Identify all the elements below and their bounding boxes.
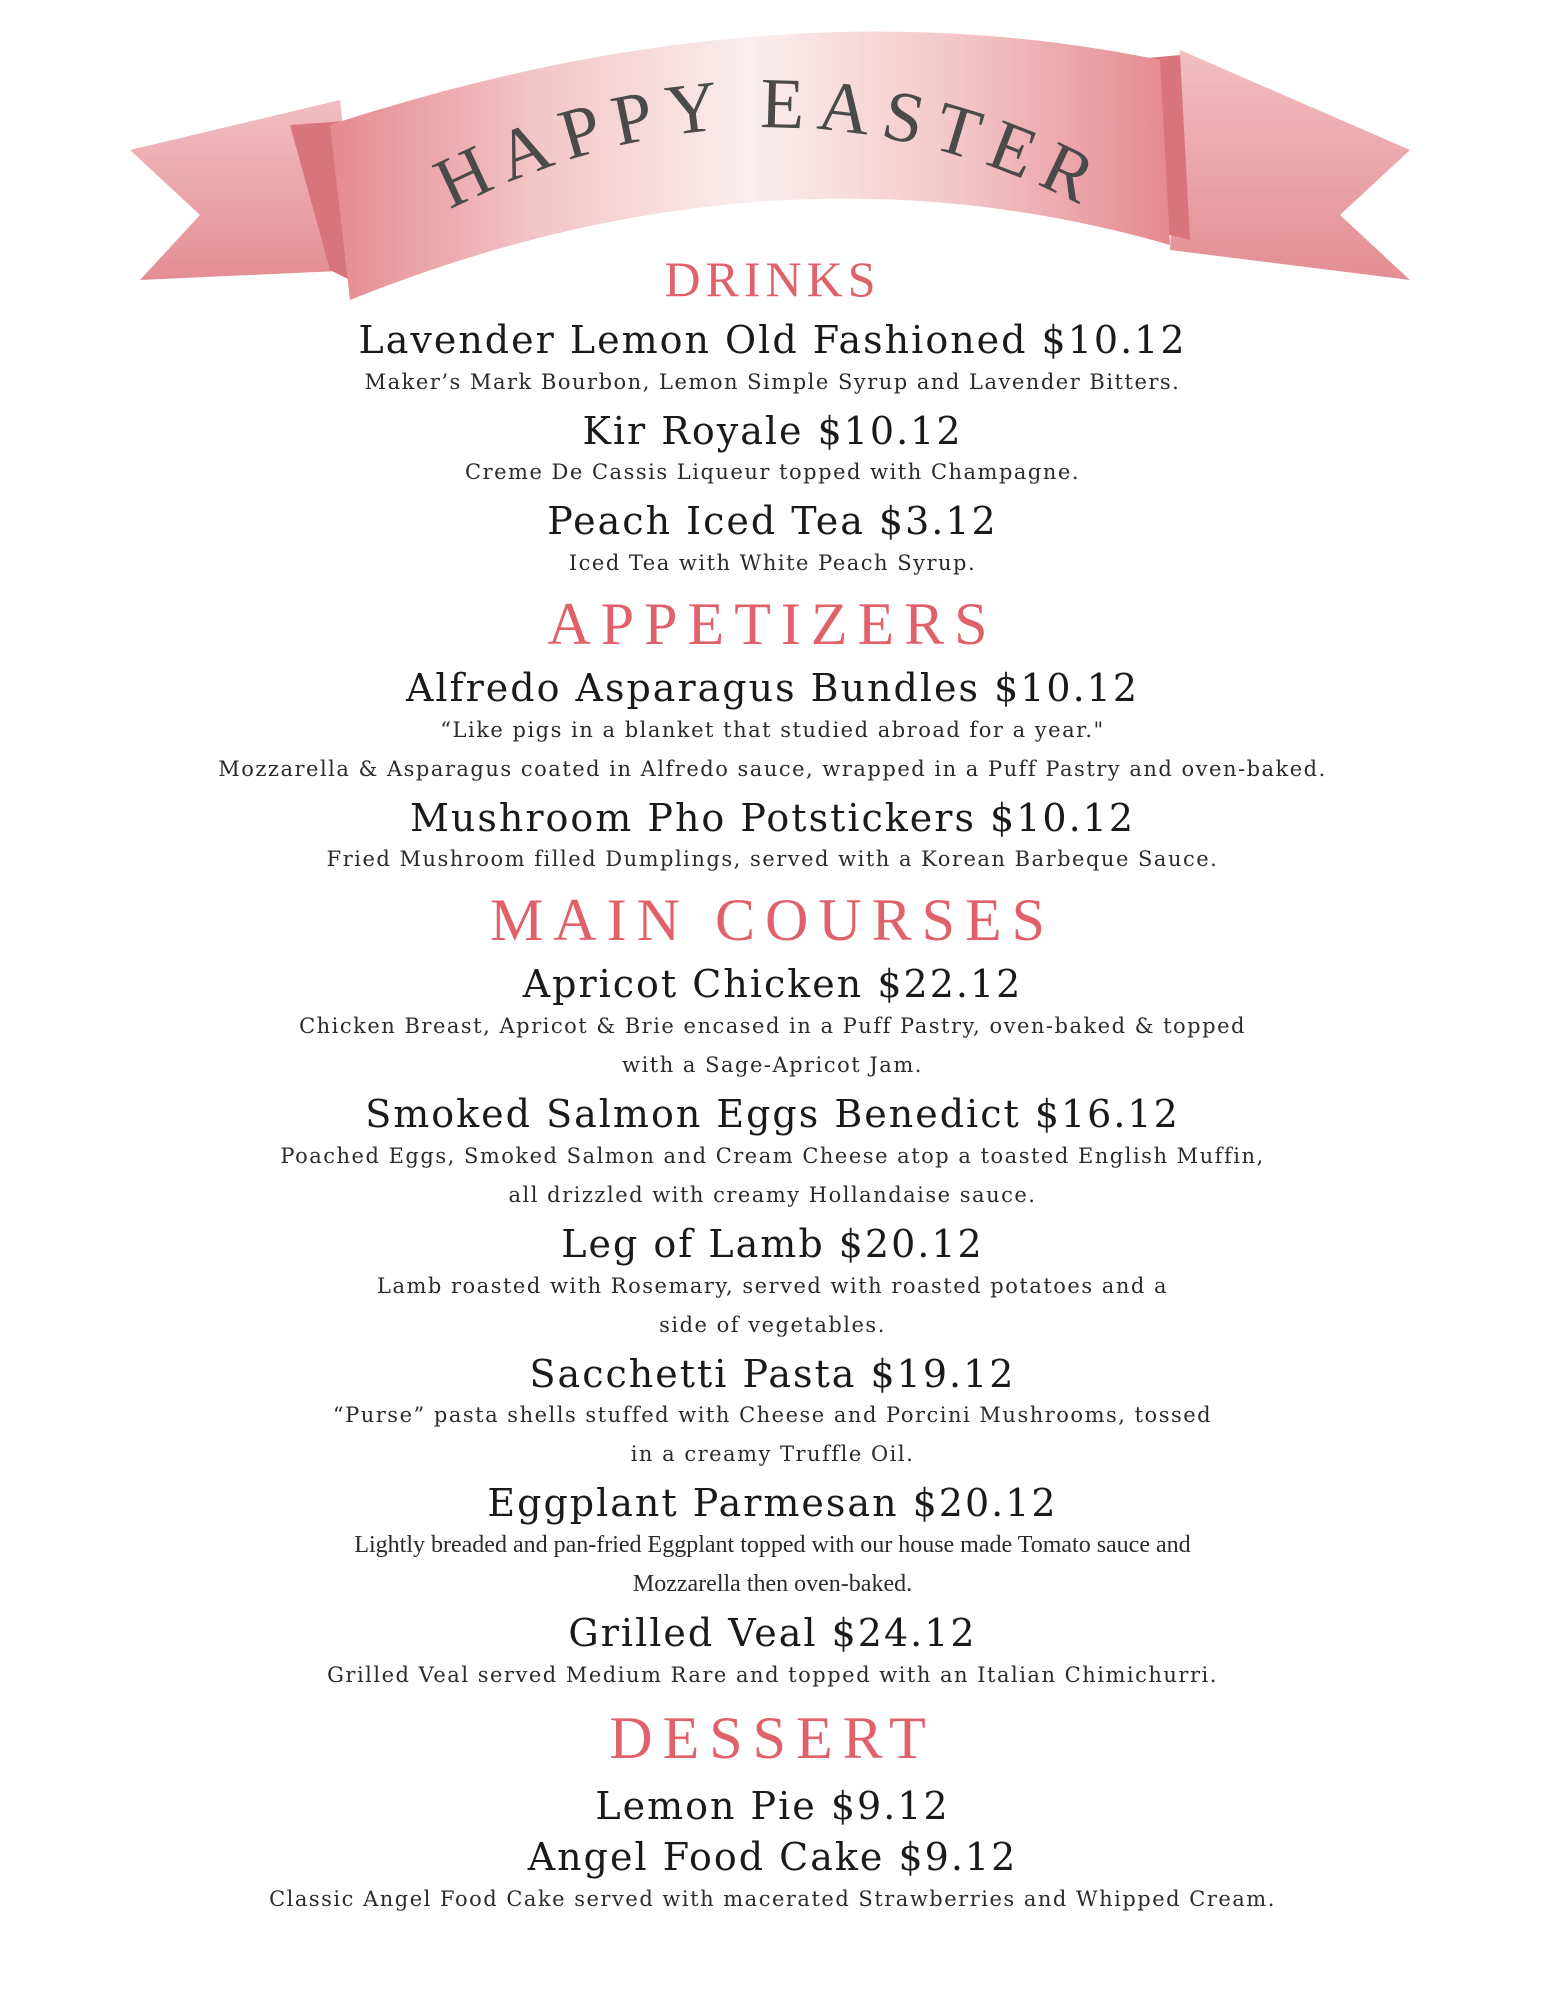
ribbon-right-tail — [1170, 50, 1410, 280]
item-title: Peach Iced Tea $3.12 — [547, 499, 998, 544]
menu-item — [0, 1836, 1545, 1919]
menu-item — [0, 667, 1545, 789]
item-description: Lamb roasted with Rosemary, served with roasted potatoes and a side of vegetables. — [377, 1273, 1168, 1337]
menu-item — [0, 1482, 1545, 1604]
banner-title: HAPPY EASTER — [422, 62, 1118, 224]
menu-item — [0, 319, 1545, 402]
menu-item — [0, 410, 1545, 493]
section-appetizers — [0, 591, 1545, 879]
section-title-appetizers: APPETIZERS — [547, 591, 998, 658]
item-title: Leg of Lamb $20.12 — [561, 1221, 984, 1266]
item-title: Smoked Salmon Eggs Benedict $16.12 — [365, 1092, 1180, 1137]
menu-item — [0, 1353, 1545, 1475]
item-description: Poached Eggs, Smoked Salmon and Cream Cheese atop a toasted English Muffin, all drizzled with creamy Hollandaise sauce. — [280, 1143, 1265, 1207]
menu-item — [0, 797, 1545, 880]
section-main-courses — [0, 887, 1545, 1694]
menu-item — [0, 500, 1545, 583]
item-title: Alfredo Asparagus Bundles $10.12 — [405, 666, 1140, 711]
section-drinks — [0, 252, 1545, 583]
item-title: Apricot Chicken $22.12 — [522, 962, 1023, 1007]
menu-item — [0, 963, 1545, 1085]
section-dessert — [0, 1705, 1545, 1919]
menu-item — [0, 1223, 1545, 1345]
item-description: Classic Angel Food Cake served with macerated Strawberries and Whipped Cream. — [269, 1886, 1276, 1911]
item-title: Eggplant Parmesan $20.12 — [487, 1481, 1058, 1526]
section-title-main-courses: MAIN COURSES — [489, 887, 1056, 954]
item-description: Iced Tea with White Peach Syrup. — [568, 551, 977, 576]
item-description: “Purse” pasta shells stuffed with Cheese and Porcini Mushrooms, tossed in a creamy Truffle Oil. — [332, 1403, 1213, 1467]
item-description: Grilled Veal served Medium Rare and topped with an Italian Chimichurri. — [327, 1662, 1218, 1687]
item-description: “Like pigs in a blanket that studied abroad for a year." Mozzarella & Asparagus coated in Alfredo sauce, wrapped in a Puff Pastry and oven-baked. — [218, 717, 1327, 781]
item-title: Kir Royale $10.12 — [582, 408, 963, 453]
menu-item — [0, 1093, 1545, 1215]
item-title: Mushroom Pho Potstickers $10.12 — [410, 795, 1135, 840]
section-title-dessert: DESSERT — [609, 1704, 936, 1771]
item-description: Lightly breaded and pan-fried Eggplant topped with our house made Tomato sauce and Mozzarella then oven-baked. — [354, 1531, 1191, 1597]
item-description: Chicken Breast, Apricot & Brie encased in a Puff Pastry, oven-baked & topped with a Sage-Apricot Jam. — [299, 1014, 1246, 1078]
item-title: Angel Food Cake $9.12 — [527, 1835, 1018, 1880]
item-title: Lemon Pie $9.12 — [595, 1783, 950, 1828]
item-title: Sacchetti Pasta $19.12 — [529, 1351, 1016, 1396]
item-title: Lavender Lemon Old Fashioned $10.12 — [358, 318, 1187, 362]
menu-item — [0, 1785, 1545, 1829]
menu-item — [0, 1612, 1545, 1695]
menu — [0, 250, 1545, 1927]
item-description: Maker’s Mark Bourbon, Lemon Simple Syrup and Lavender Bitters. — [364, 369, 1181, 394]
item-description: Fried Mushroom filled Dumplings, served with a Korean Barbeque Sauce. — [326, 847, 1219, 872]
item-title: Grilled Veal $24.12 — [568, 1610, 977, 1655]
section-title-drinks: DRINKS — [664, 251, 881, 307]
item-description: Creme De Cassis Liqueur topped with Champagne. — [465, 460, 1080, 485]
